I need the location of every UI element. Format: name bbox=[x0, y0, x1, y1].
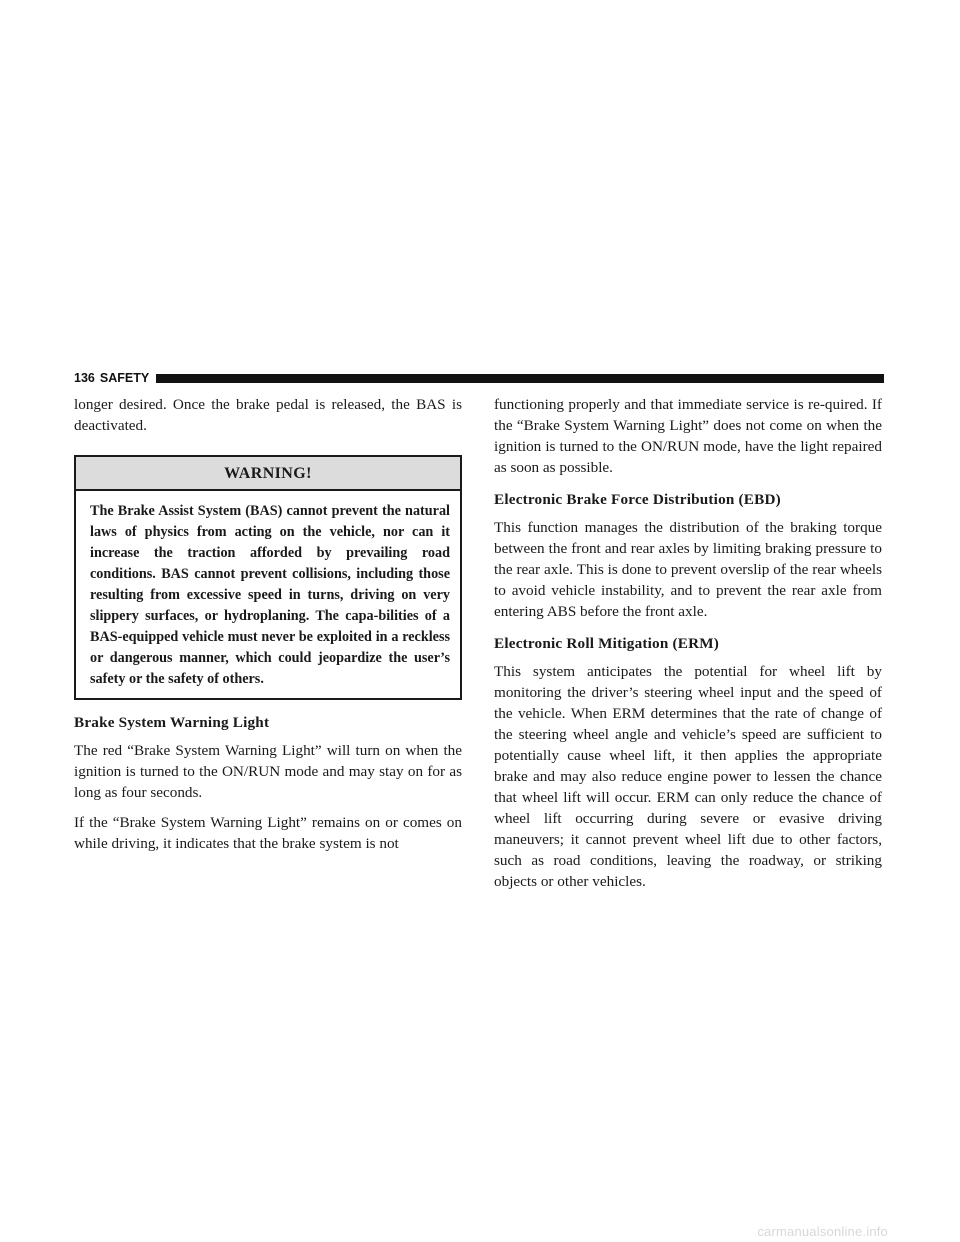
brake-light-heading: Brake System Warning Light bbox=[74, 714, 270, 731]
page-number: 136 bbox=[74, 371, 95, 385]
footer-watermark: carmanualsonline.info bbox=[757, 1224, 888, 1239]
brake-light-paragraph-1: The red “Brake System Warning Light” will turn on when the ignition is turned to the ON/RUN mode and may stay on for as long as four seconds. bbox=[74, 742, 462, 801]
left-column bbox=[74, 394, 462, 863]
erm-heading: Electronic Roll Mitigation (ERM) bbox=[494, 635, 720, 652]
warning-text: The Brake Assist System (BAS) cannot prevent the natural laws of physics from acting on the vehicle, nor can it increase the traction afforded by prevailing road conditions. BAS cannot prevent collisions, including those resulting from excessive speed in turns, driving on very slippery surfaces, or hydroplaning. The capa-bilities of a BAS-equipped vehicle must never be exploited in a reckless or dangerous manner, which could jeopardize the user’s safety or the safety of others. bbox=[90, 503, 450, 687]
brake-light-paragraph-2: If the “Brake System Warning Light” remains on or comes on while driving, it indicates that the brake system is not bbox=[74, 814, 462, 852]
header-rule bbox=[156, 374, 884, 383]
warning-title: WARNING! bbox=[76, 457, 460, 491]
section-title: SAFETY bbox=[99, 371, 150, 385]
erm-paragraph: This system anticipates the potential for wheel lift by monitoring the driver’s steering wheel input and the speed of the vehicle. When ERM determines that the rate of change of the steering wheel angle and vehicle’s speed are sufficient to potentially cause wheel lift, it then applies the appropriate brake and may also reduce engine power to lessen the chance that wheel lift will occur. ERM can only reduce the chance of wheel lift occurring during severe or evasive driving maneuvers; it cannot prevent wheel lift due to other factors, such as road conditions, leaving the roadway, or striking objects or other vehicles. bbox=[494, 663, 882, 890]
continuation-paragraph: functioning properly and that immediate service is re-quired. If the “Brake System Warning Light” does not come on when the ignition is turned to the ON/RUN mode, have the light repaired as soon as possible. bbox=[494, 396, 882, 476]
warning-box bbox=[74, 455, 462, 700]
right-column bbox=[494, 394, 882, 901]
page-header bbox=[74, 370, 884, 386]
ebd-heading: Electronic Brake Force Distribution (EBD) bbox=[494, 491, 781, 508]
ebd-paragraph: This function manages the distribution of the braking torque between the front and rear axles by limiting braking pressure to the rear axle. This is done to prevent overslip of the rear wheels to avoid vehicle instability, and to prevent the rear axle from entering ABS before the front axle. bbox=[494, 519, 882, 620]
intro-paragraph: longer desired. Once the brake pedal is released, the BAS is deactivated. bbox=[74, 396, 462, 434]
